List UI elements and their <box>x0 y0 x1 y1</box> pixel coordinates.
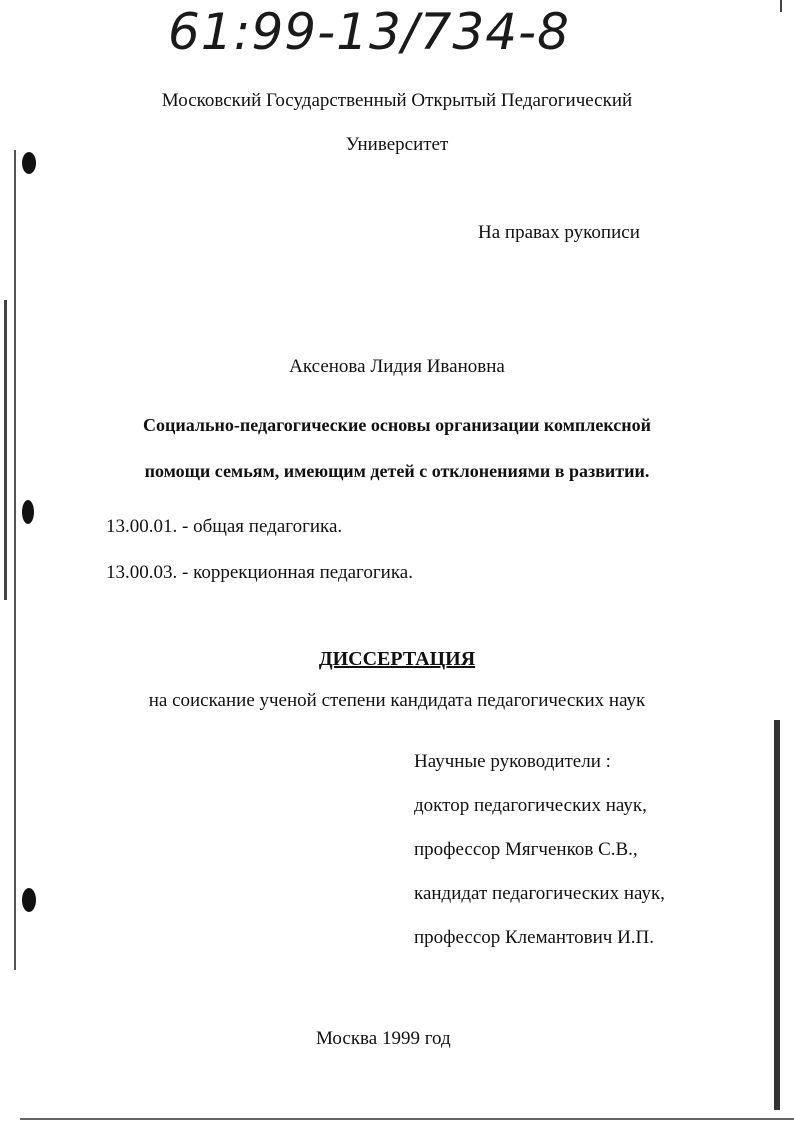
specialty-code-1: 13.00.01. - общая педагогика. <box>106 516 343 537</box>
dissertation-title-line1: Социально-педагогические основы организации комплексной <box>142 415 652 435</box>
author-name: Аксенова Лидия Ивановна <box>289 356 505 377</box>
manuscript-rights-note: На правах рукописи <box>478 222 640 243</box>
handwritten-archive-code: 61:99-13/734-8 <box>168 3 570 61</box>
university-name-line1: Московский Государственный Открытый Педагогический <box>161 90 633 111</box>
supervisor-2-name: профессор Клемантович И.П. <box>414 927 655 948</box>
scan-edge-bottom <box>20 1118 794 1120</box>
scan-edge-left <box>14 150 16 970</box>
supervisor-1-name: профессор Мягченков С.В., <box>414 839 638 860</box>
dissertation-title-line2: помощи семьям, имеющим детей с отклонениями в развитии. <box>144 461 650 481</box>
document-type-heading: ДИССЕРТАЦИЯ <box>318 648 476 670</box>
specialty-code-2: 13.00.03. - коррекционная педагогика. <box>106 562 413 583</box>
supervisor-1-degree: доктор педагогических наук, <box>414 795 647 816</box>
university-name-line2: Университет <box>345 134 449 155</box>
degree-line: на соискание ученой степени кандидата педагогических наук <box>148 690 646 711</box>
scan-edge-left-dark <box>4 300 7 600</box>
scan-edge-top-right <box>780 0 782 12</box>
city-and-year: Москва 1999 год <box>316 1028 451 1049</box>
scan-blot <box>22 888 36 912</box>
supervisor-2-degree: кандидат педагогических наук, <box>414 883 665 904</box>
scan-edge-right <box>774 720 780 1110</box>
supervisors-heading: Научные руководители : <box>414 751 611 772</box>
scan-blot <box>22 500 34 524</box>
